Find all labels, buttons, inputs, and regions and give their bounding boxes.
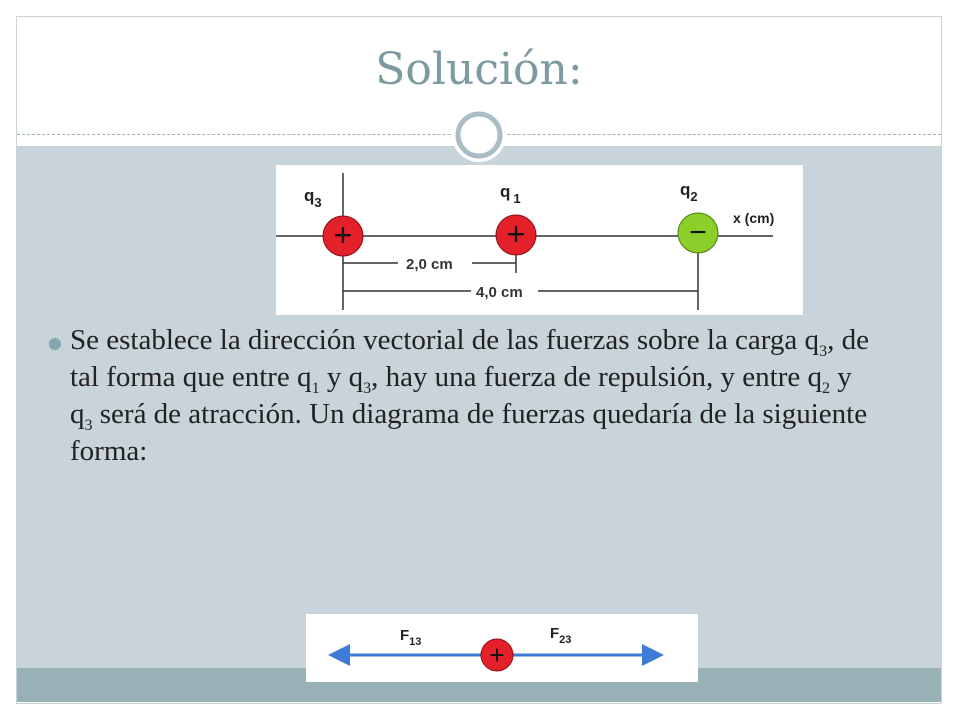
q2-label: $q_2$ xyxy=(680,180,698,204)
slide-title: Solución: xyxy=(375,44,583,95)
svg-text:−: − xyxy=(689,216,707,249)
dist-large-label: 4,0 cm xyxy=(476,284,523,301)
q3-positive-charge xyxy=(323,216,363,256)
q2-negative-charge xyxy=(678,213,718,253)
dist-small-label: 2,0 cm xyxy=(406,256,453,273)
explanation-paragraph: Se establece la dirección vectorial de las fuerzas sobre la carga $q_3$, de tal forma que entre $q_1$ y $q_3$, hay una fuerza de repulsión, y entre $q_2$ y $q_3$ será de atracción. Un diagrama de fuerzas quedaría de la siguiente forma: xyxy=(70,324,869,467)
q1-positive-charge xyxy=(496,215,536,255)
q3-label: $q_3$ xyxy=(304,186,322,210)
q1-label: q $_1$ xyxy=(500,182,521,206)
x-axis-label: x (cm) xyxy=(733,210,775,226)
bullet-icon xyxy=(49,338,61,350)
f13-arrowhead-icon xyxy=(328,644,350,666)
f13-label: $F_{13}$ xyxy=(400,627,422,648)
charge-diagram xyxy=(276,165,803,315)
svg-text:+: + xyxy=(489,640,505,670)
force-diagram xyxy=(306,614,698,682)
q3-force-charge xyxy=(481,639,513,671)
charge-diagram-svg xyxy=(276,165,803,315)
svg-text:+: + xyxy=(506,216,526,252)
force-diagram-svg xyxy=(306,614,698,682)
svg-text:+: + xyxy=(333,217,353,253)
ring-ornament-icon xyxy=(450,106,508,164)
f23-label: $F_{23}$ xyxy=(550,625,572,646)
f23-arrowhead-icon xyxy=(642,644,664,666)
